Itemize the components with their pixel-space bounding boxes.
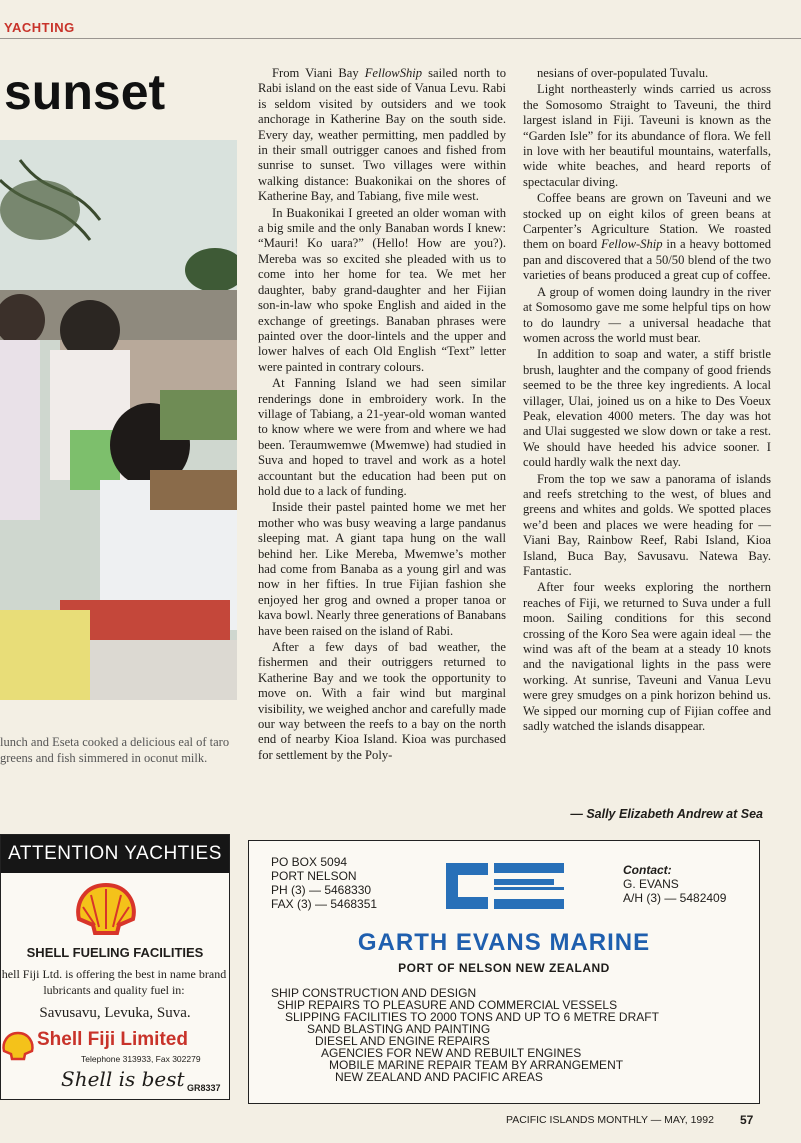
ge-contact-phone: A/H (3) — 5482409 bbox=[623, 891, 727, 905]
ge-address-line: PO BOX 5094 bbox=[271, 855, 348, 869]
article-paragraph: In addition to soap and water, a stiff bristle brush, laughter and the company of good friends seemed to be the three key ingredients. A local villager, Ulai, joined us on a hike to Des Voeux Peak, elevation 4000 meters. The day was hot and Ulai suggested we slow down or take a rest. We should have heeded his advice sooner. I could hardly walk the next day. bbox=[523, 347, 771, 470]
ge-service-line: SAND BLASTING AND PAINTING bbox=[307, 1022, 491, 1036]
article-paragraph: Inside their pastel painted home we met her mother who was busy weaving a large pandanus sleeping mat. A giant tapa hung on the wall behind her. Like Mereba, Mwemwe’s mother had come from Banaba as a young girl and was now in her fifties. In true Fijian fashion she enjoyed her grog and owned a proper tanoa or kava bowl. Nearly three generations of Banabans have been raised on the island of Rabi. bbox=[258, 500, 506, 638]
shell-signature: Shell is best bbox=[61, 1067, 185, 1091]
shell-small-logo-icon bbox=[1, 1031, 35, 1061]
ge-address-line: FAX (3) — 5468351 bbox=[271, 897, 378, 911]
article-paragraph: After a few days of bad weather, the fishermen and their outriggers returned to Katherine Bay and we took the opportunity to move on. With a fair wind but marginal visibility, we weighed anchor and carefully made our way between the reefs to a bay on the north end of nearby Kioa Island. Kioa was purchased for settlement by the Poly- bbox=[258, 640, 506, 762]
headline: sunset bbox=[4, 64, 166, 120]
article-paragraph: Light northeasterly winds carried us across the Somosomo Straight to Taveuni, the third largest island in Fiji. Taveuni is known as the “Garden Isle” for its abundance of flora. We fell in love with her beautiful mountains, waterfalls, wide white beaches, and heard reports of spectacular diving. bbox=[523, 82, 771, 189]
ge-service-line: SHIP CONSTRUCTION AND DESIGN bbox=[271, 986, 477, 1000]
shell-ad-title: SHELL FUELING FACILITIES bbox=[26, 945, 204, 960]
ge-service-line: MOBILE MARINE REPAIR TEAM BY ARRANGEMENT bbox=[329, 1058, 624, 1072]
ge-service-line: DIESEL AND ENGINE REPAIRS bbox=[315, 1034, 490, 1048]
article-column-2 bbox=[523, 66, 771, 734]
shell-logo-icon bbox=[73, 881, 139, 937]
garth-evans-advertisement bbox=[248, 840, 760, 1104]
ge-logo-icon bbox=[446, 863, 564, 909]
ge-address-line: PH (3) — 5468330 bbox=[271, 883, 372, 897]
article-column-1 bbox=[258, 66, 506, 763]
photo-caption: lunch and Eseta cooked a delicious eal of taro greens and fish simmered in oconut milk. bbox=[0, 735, 230, 765]
top-rule bbox=[0, 38, 801, 39]
ge-service-line: SLIPPING FACILITIES TO 2000 TONS AND UP TO 6 METRE DRAFT bbox=[285, 1010, 659, 1024]
shell-ad-header: ATTENTION YACHTIES bbox=[1, 835, 229, 873]
section-tag: YACHTING bbox=[4, 20, 75, 35]
shell-ad-body: hell Fiji Ltd. is offering the best in name brand lubricants and quality fuel in: bbox=[1, 967, 227, 997]
ge-service-line: AGENCIES FOR NEW AND REBUILT ENGINES bbox=[321, 1046, 582, 1060]
article-paragraph: After four weeks exploring the northern reaches of Fiji, we returned to Suva under a full moon. Sailing conditions for this second crossing of the Koro Sea were again ideal — the wind was aft of the beam at a steady 10 knots and the navigational lights in the pass were working. At sunrise, Taveuni and Vanua Levu were grey smudges on a pink horizon behind us. We sipped our morning cup of Fijian coffee and sadly watched the islands disappear. bbox=[523, 580, 771, 734]
ge-services bbox=[271, 987, 751, 1083]
shell-ad-code: GR8337 bbox=[187, 1083, 221, 1093]
article-paragraph: nesians of over-populated Tuvalu. bbox=[537, 66, 709, 80]
article-paragraph: From the top we saw a panorama of islands and reefs stretching to the west, of blues and greens and whites and golds. We spotted places we’d been and places we were heading for — Viani Bay, Rainbow Reef, Rabi Island, Kioa Island, Buca Bay, Savusavu. Natewa Bay. Fantastic. bbox=[523, 471, 771, 578]
article-paragraph: From Viani Bay FellowShip sailed north to Rabi island on the east side of Vanua Levu. Rabi is seldom visited by outsiders and we took anchorage in Katherine Bay on the south side. Every day, weather permitting, men paddled by in their small outrigger canoes and fished from sunrise to sunset. Two villages were within walking distance: Buakonikai on the shores of Katherine Bay, and Tabiang, five mile west. bbox=[258, 66, 506, 204]
shell-advertisement bbox=[0, 834, 230, 1100]
shell-ad-locations: Savusavu, Levuka, Suva. bbox=[39, 1005, 191, 1021]
ge-contact-label: Contact: bbox=[623, 863, 672, 877]
ge-address-line: PORT NELSON bbox=[271, 869, 357, 883]
market-scene-photo bbox=[0, 140, 237, 700]
ge-service-line: NEW ZEALAND AND PACIFIC AREAS bbox=[335, 1070, 543, 1084]
article-paragraph: At Fanning Island we had seen similar renderings done in embroidery work. In the village of Tabiang, a 21-year-old woman wanted to know where we were from and where we had been. Teraumwemwe (Mwemwe) had studied in Suva and hoped to travel and work as a hotel accountant but the education had been put on hold due to a lack of funding. bbox=[258, 376, 506, 498]
ge-address bbox=[271, 855, 377, 911]
shell-brand: Shell Fiji Limited bbox=[37, 1029, 188, 1050]
article-paragraph: Coffee beans are grown on Taveuni and we stocked up on eight kilos of green beans at Carpenter’s Agriculture Station. We roasted them on board Fellow-Ship in a heavy bottomed pan and discovered that a 50/50 blend of the two varieties of beans produced a great cup of coffee. bbox=[523, 191, 771, 283]
ge-contact-name: G. EVANS bbox=[623, 877, 679, 891]
ge-subtitle: PORT OF NELSON NEW ZEALAND bbox=[398, 961, 610, 975]
article-paragraph: In Buakonikai I greeted an older woman with a big smile and the only Banaban words I knew: “Mauri! Ko uara?” (Hello! How are you?). Mereba was so excited she pleaded with us to come into her home for tea. We met her daughter, baby grand-daughter and her Fijian son-in-law who spoke English and aided in the exchange of greetings. Banaban phrases were painted over the door-lintels and the upper and lower halves of each Old English “Text” letter were painted in contrary colours. bbox=[258, 205, 506, 374]
ge-company-name: GARTH EVANS MARINE bbox=[357, 929, 651, 956]
page-footer: PACIFIC ISLANDS MONTHLY — MAY, 1992 bbox=[506, 1114, 714, 1126]
article-paragraph: A group of women doing laundry in the river at Somosomo gave me some helpful tips on how to do laundry — a universal headache that women across the world must bear. bbox=[523, 284, 771, 345]
ge-service-line: SHIP REPAIRS TO PLEASURE AND COMMERCIAL VESSELS bbox=[277, 998, 618, 1012]
page-number: 57 bbox=[740, 1113, 754, 1127]
shell-telephone: Telephone 313933, Fax 302279 bbox=[81, 1054, 201, 1064]
ge-contact bbox=[623, 863, 726, 905]
byline: — Sally Elizabeth Andrew at Sea bbox=[570, 807, 763, 821]
